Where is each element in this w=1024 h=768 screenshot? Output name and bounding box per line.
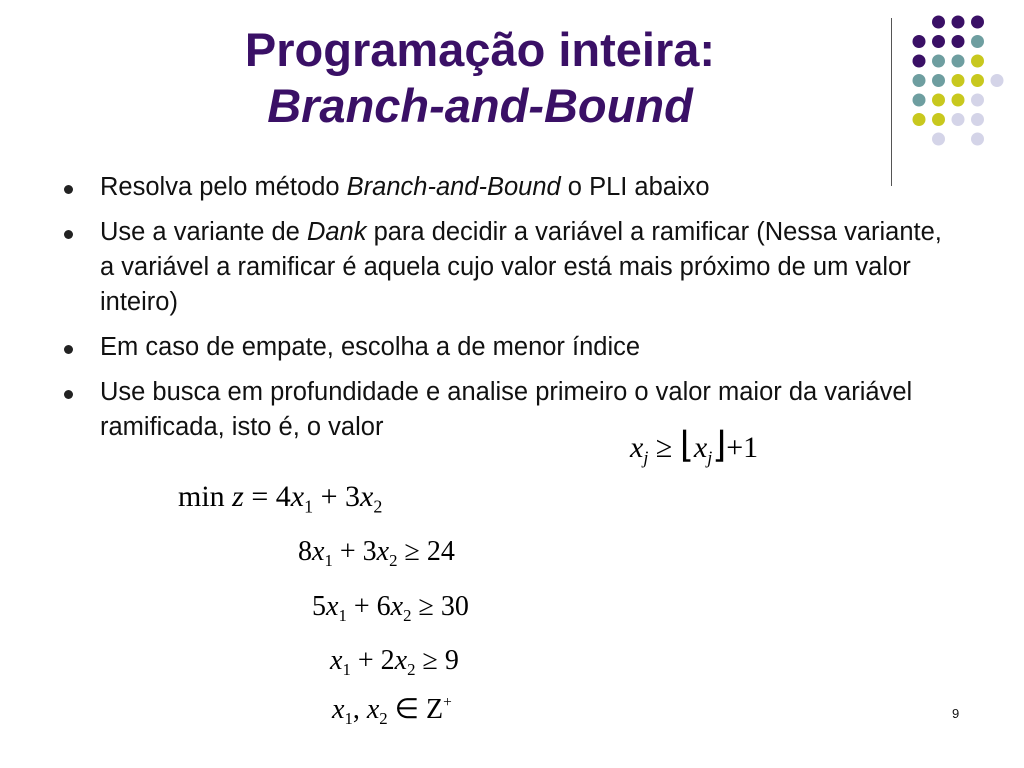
page-number: 9: [952, 706, 960, 721]
decorative-dot: [932, 16, 945, 29]
decorative-dot: [952, 94, 965, 107]
decorative-dot-grid: [0, 0, 1024, 170]
decorative-dot: [952, 55, 965, 68]
decorative-dot: [971, 16, 984, 29]
decorative-dot: [932, 55, 945, 68]
title-line-1: Programação inteira:: [244, 23, 716, 76]
bullet-list: [62, 170, 962, 455]
decorative-dot: [991, 74, 1004, 87]
floor-left-icon: ⌊: [679, 425, 694, 465]
bullet-item-1: Resolva pelo método Branch-and-Bound o PLI abaixo: [62, 170, 962, 205]
decorative-dot: [913, 74, 926, 87]
decorative-dot: [952, 35, 965, 48]
bullet-item-2: Use a variante de Dank para decidir a variável a ramificar (Nessa variante, a variável a ramificar é aquela cujo valor está mais próximo de um valor inteiro): [62, 215, 962, 320]
branch-rule-formula: $x_j$ ≥ $⌊x_j⌋+1$: [630, 425, 759, 468]
decorative-dot: [932, 35, 945, 48]
decorative-dot: [952, 74, 965, 87]
decorative-dot: [932, 113, 945, 126]
decorative-dot: [952, 16, 965, 29]
title-line-2: Branch-and-Bound: [267, 79, 693, 132]
constraint-2: $5x_1 + 6x_2 \ge 30$: [312, 591, 469, 625]
decorative-dot: [932, 133, 945, 146]
bullet-item-3: Em caso de empate, escolha a de menor índice: [62, 330, 962, 365]
decorative-dot: [971, 55, 984, 68]
decorative-dot: [932, 74, 945, 87]
bullet-item-4: Use busca em profundidade e analise primeiro o valor maior da variável ramificada, isto é, o valor: [62, 375, 962, 445]
decorative-dot: [971, 74, 984, 87]
decorative-dot: [932, 94, 945, 107]
objective-function: $\min z = 4x_1 + 3x_2$: [178, 480, 383, 517]
floor-right-icon: ⌋: [712, 425, 727, 465]
decorative-dot: [913, 35, 926, 48]
decorative-dot: [971, 94, 984, 107]
decorative-dot: [913, 113, 926, 126]
decorative-dot: [913, 94, 926, 107]
decorative-dot: [952, 113, 965, 126]
constraint-3: $x_1 + 2x_2 \ge 9$: [330, 645, 459, 679]
decorative-dot: [971, 113, 984, 126]
variable-domain: $x_1$, $x_2$ ∈ Z+: [332, 694, 452, 728]
decorative-dot: [971, 133, 984, 146]
constraint-1: $8x_1 + 3x_2 \ge 24$: [298, 536, 455, 570]
decorative-dot: [913, 55, 926, 68]
decorative-dot: [971, 35, 984, 48]
